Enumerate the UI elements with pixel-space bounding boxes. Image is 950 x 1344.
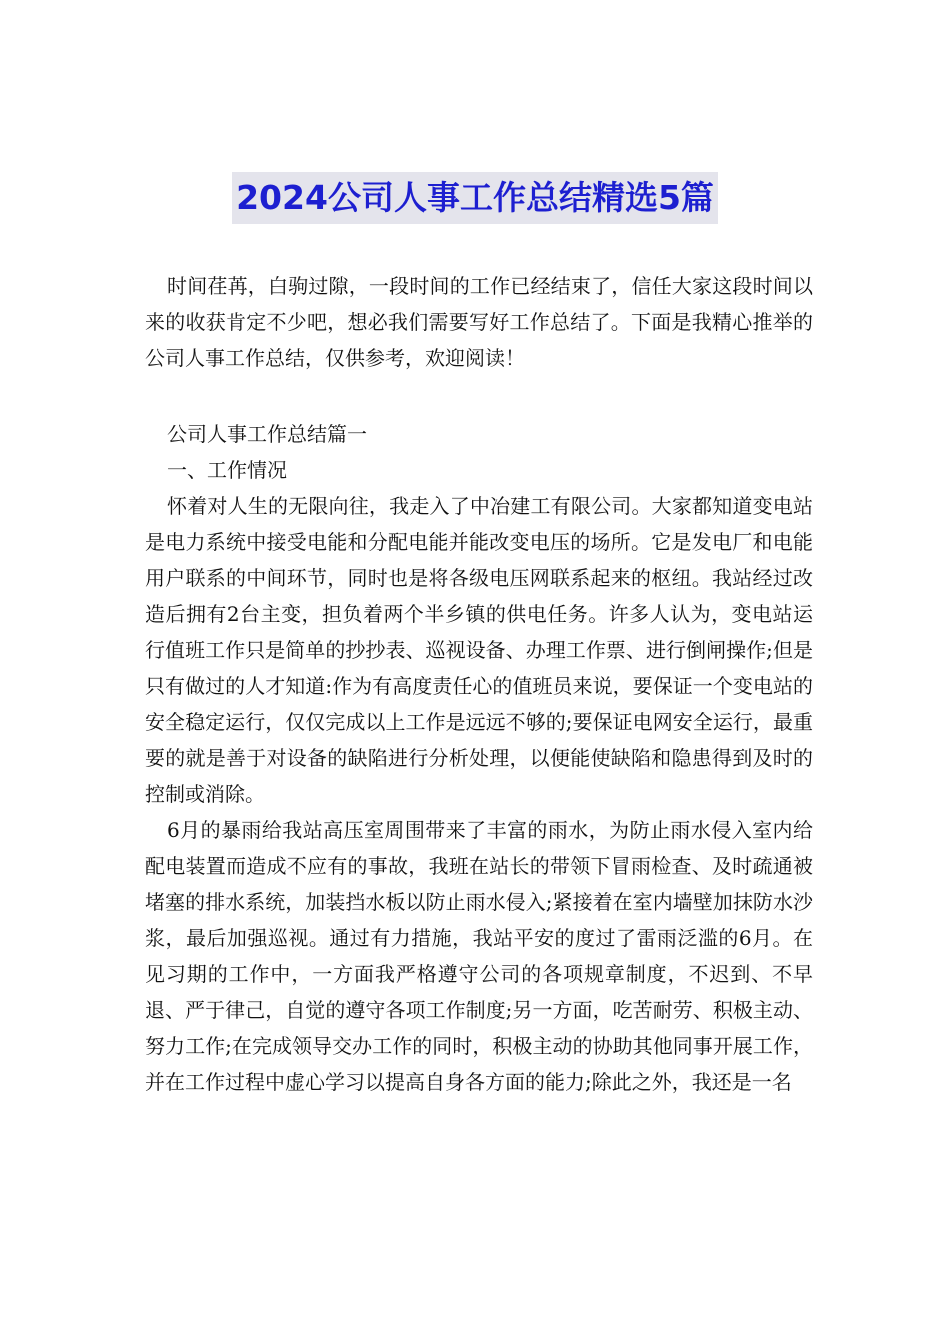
document-title: 2024公司人事工作总结精选5篇 bbox=[232, 172, 718, 224]
section-title: 公司人事工作总结篇一 bbox=[167, 422, 367, 446]
body-paragraph-1: 怀着对人生的无限向往，我走入了中冶建工有限公司。大家都知道变电站是电力系统中接受电能和分配电能并能改变电压的场所。它是发电厂和电能用户联系的中间环节，同时也是将各级电压网联系起来的枢纽。我站经过改造后拥有2台主变，担负着两个半乡镇的供电任务。许多人认为，变电站运行值班工作只是简单的抄抄表、巡视设备、办理工作票、进行倒闸操作;但是只有做过的人才知道:作为有高度责任心的值班员来说，要保证一个变电站的安全稳定运行，仅仅完成以上工作是远远不够的;要保证电网安全运行，最重要的就是善于对设备的缺陷进行分析处理，以便能使缺陷和隐患得到及时的控制或消除。 bbox=[145, 494, 813, 806]
title-container bbox=[0, 172, 950, 224]
intro-paragraph: 时间荏苒，白驹过隙，一段时间的工作已经结束了，信任大家这段时间以来的收获肯定不少吧，想必我们需要写好工作总结了。下面是我精心推举的公司人事工作总结，仅供参考，欢迎阅读！ bbox=[145, 274, 813, 370]
body-paragraph-2: 6月的暴雨给我站高压室周围带来了丰富的雨水，为防止雨水侵入室内给配电装置而造成不应有的事故，我班在站长的带领下冒雨检查、及时疏通被堵塞的排水系统，加装挡水板以防止雨水侵入;紧接着在室内墙壁加抹防水沙浆，最后加强巡视。通过有力措施，我站平安的度过了雷雨泛滥的6月。在见习期的工作中，一方面我严格遵守公司的各项规章制度，不迟到、不早退、严于律己，自觉的遵守各项工作制度;另一方面，吃苦耐劳、积极主动、努力工作;在完成领导交办工作的同时，积极主动的协助其他同事开展工作，并在工作过程中虚心学习以提高自身各方面的能力;除此之外，我还是一名 bbox=[145, 818, 813, 1094]
subsection-title: 一、工作情况 bbox=[167, 458, 287, 482]
document-body bbox=[145, 268, 813, 1100]
